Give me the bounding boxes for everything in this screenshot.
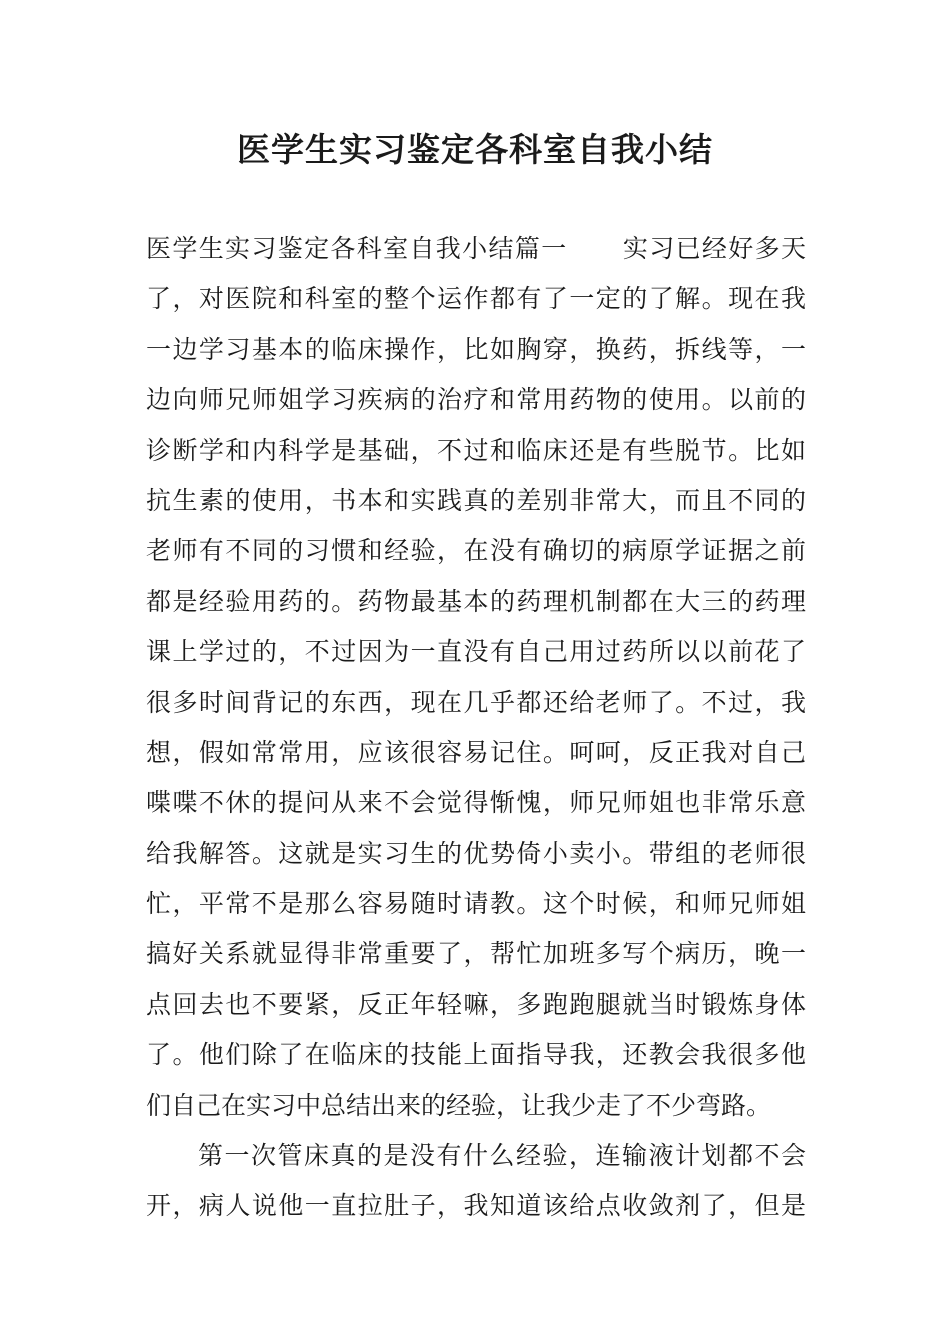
text-line: 老师有不同的习惯和经验，在没有确切的病原学证据之前 (146, 536, 806, 566)
text-line: 都是经验用药的。药物最基本的药理机制都在大三的药理 (146, 586, 806, 616)
text-line: 了，对医院和科室的整个运作都有了一定的了解。现在我 (146, 284, 806, 314)
text-line: 开，病人说他一直拉肚子，我知道该给点收敛剂了，但是 (146, 1191, 806, 1221)
text-line: 喋喋不休的提问从来不会觉得惭愧，师兄师姐也非常乐意 (146, 788, 806, 818)
text-line: 给我解答。这就是实习生的优势倚小卖小。带组的老师很 (146, 838, 806, 868)
document-title: 医学生实习鉴定各科室自我小结 (237, 130, 713, 169)
text-line: 了。他们除了在临床的技能上面指导我，还教会我很多他 (146, 1040, 806, 1070)
document-body (146, 224, 806, 1232)
text-line: 一边学习基本的临床操作，比如胸穿，换药，拆线等，一 (146, 334, 806, 364)
text-line: 想，假如常常用，应该很容易记住。呵呵，反正我对自己 (146, 737, 806, 767)
text-line: 边向师兄师姐学习疾病的治疗和常用药物的使用。以前的 (146, 385, 806, 415)
paragraph-2-line-1: 第一次管床真的是没有什么经验，连输液计划都不会 (198, 1141, 806, 1171)
text-line: 课上学过的，不过因为一直没有自己用过药所以以前花了 (146, 637, 806, 667)
text-line: 搞好关系就显得非常重要了，帮忙加班多写个病历，晚一 (146, 939, 806, 969)
text-line: 诊断学和内科学是基础，不过和临床还是有些脱节。比如 (146, 435, 806, 465)
text-line: 们自己在实习中总结出来的经验，让我少走了不少弯路。 (146, 1090, 772, 1120)
text-line: 很多时间背记的东西，现在几乎都还给老师了。不过，我 (146, 687, 806, 717)
text-line: 点回去也不要紧，反正年轻嘛，多跑跑腿就当时锻炼身体 (146, 989, 806, 1019)
text-line: 抗生素的使用，书本和实践真的差别非常大，而且不同的 (146, 485, 806, 515)
paragraph-1-line-1 (146, 224, 806, 274)
section-heading: 医学生实习鉴定各科室自我小结篇一 (146, 234, 568, 263)
text-line: 忙，平常不是那么容易随时请教。这个时候，和师兄师姐 (146, 889, 806, 919)
paragraph-1-opening: 实习已经好多天 (621, 234, 806, 263)
